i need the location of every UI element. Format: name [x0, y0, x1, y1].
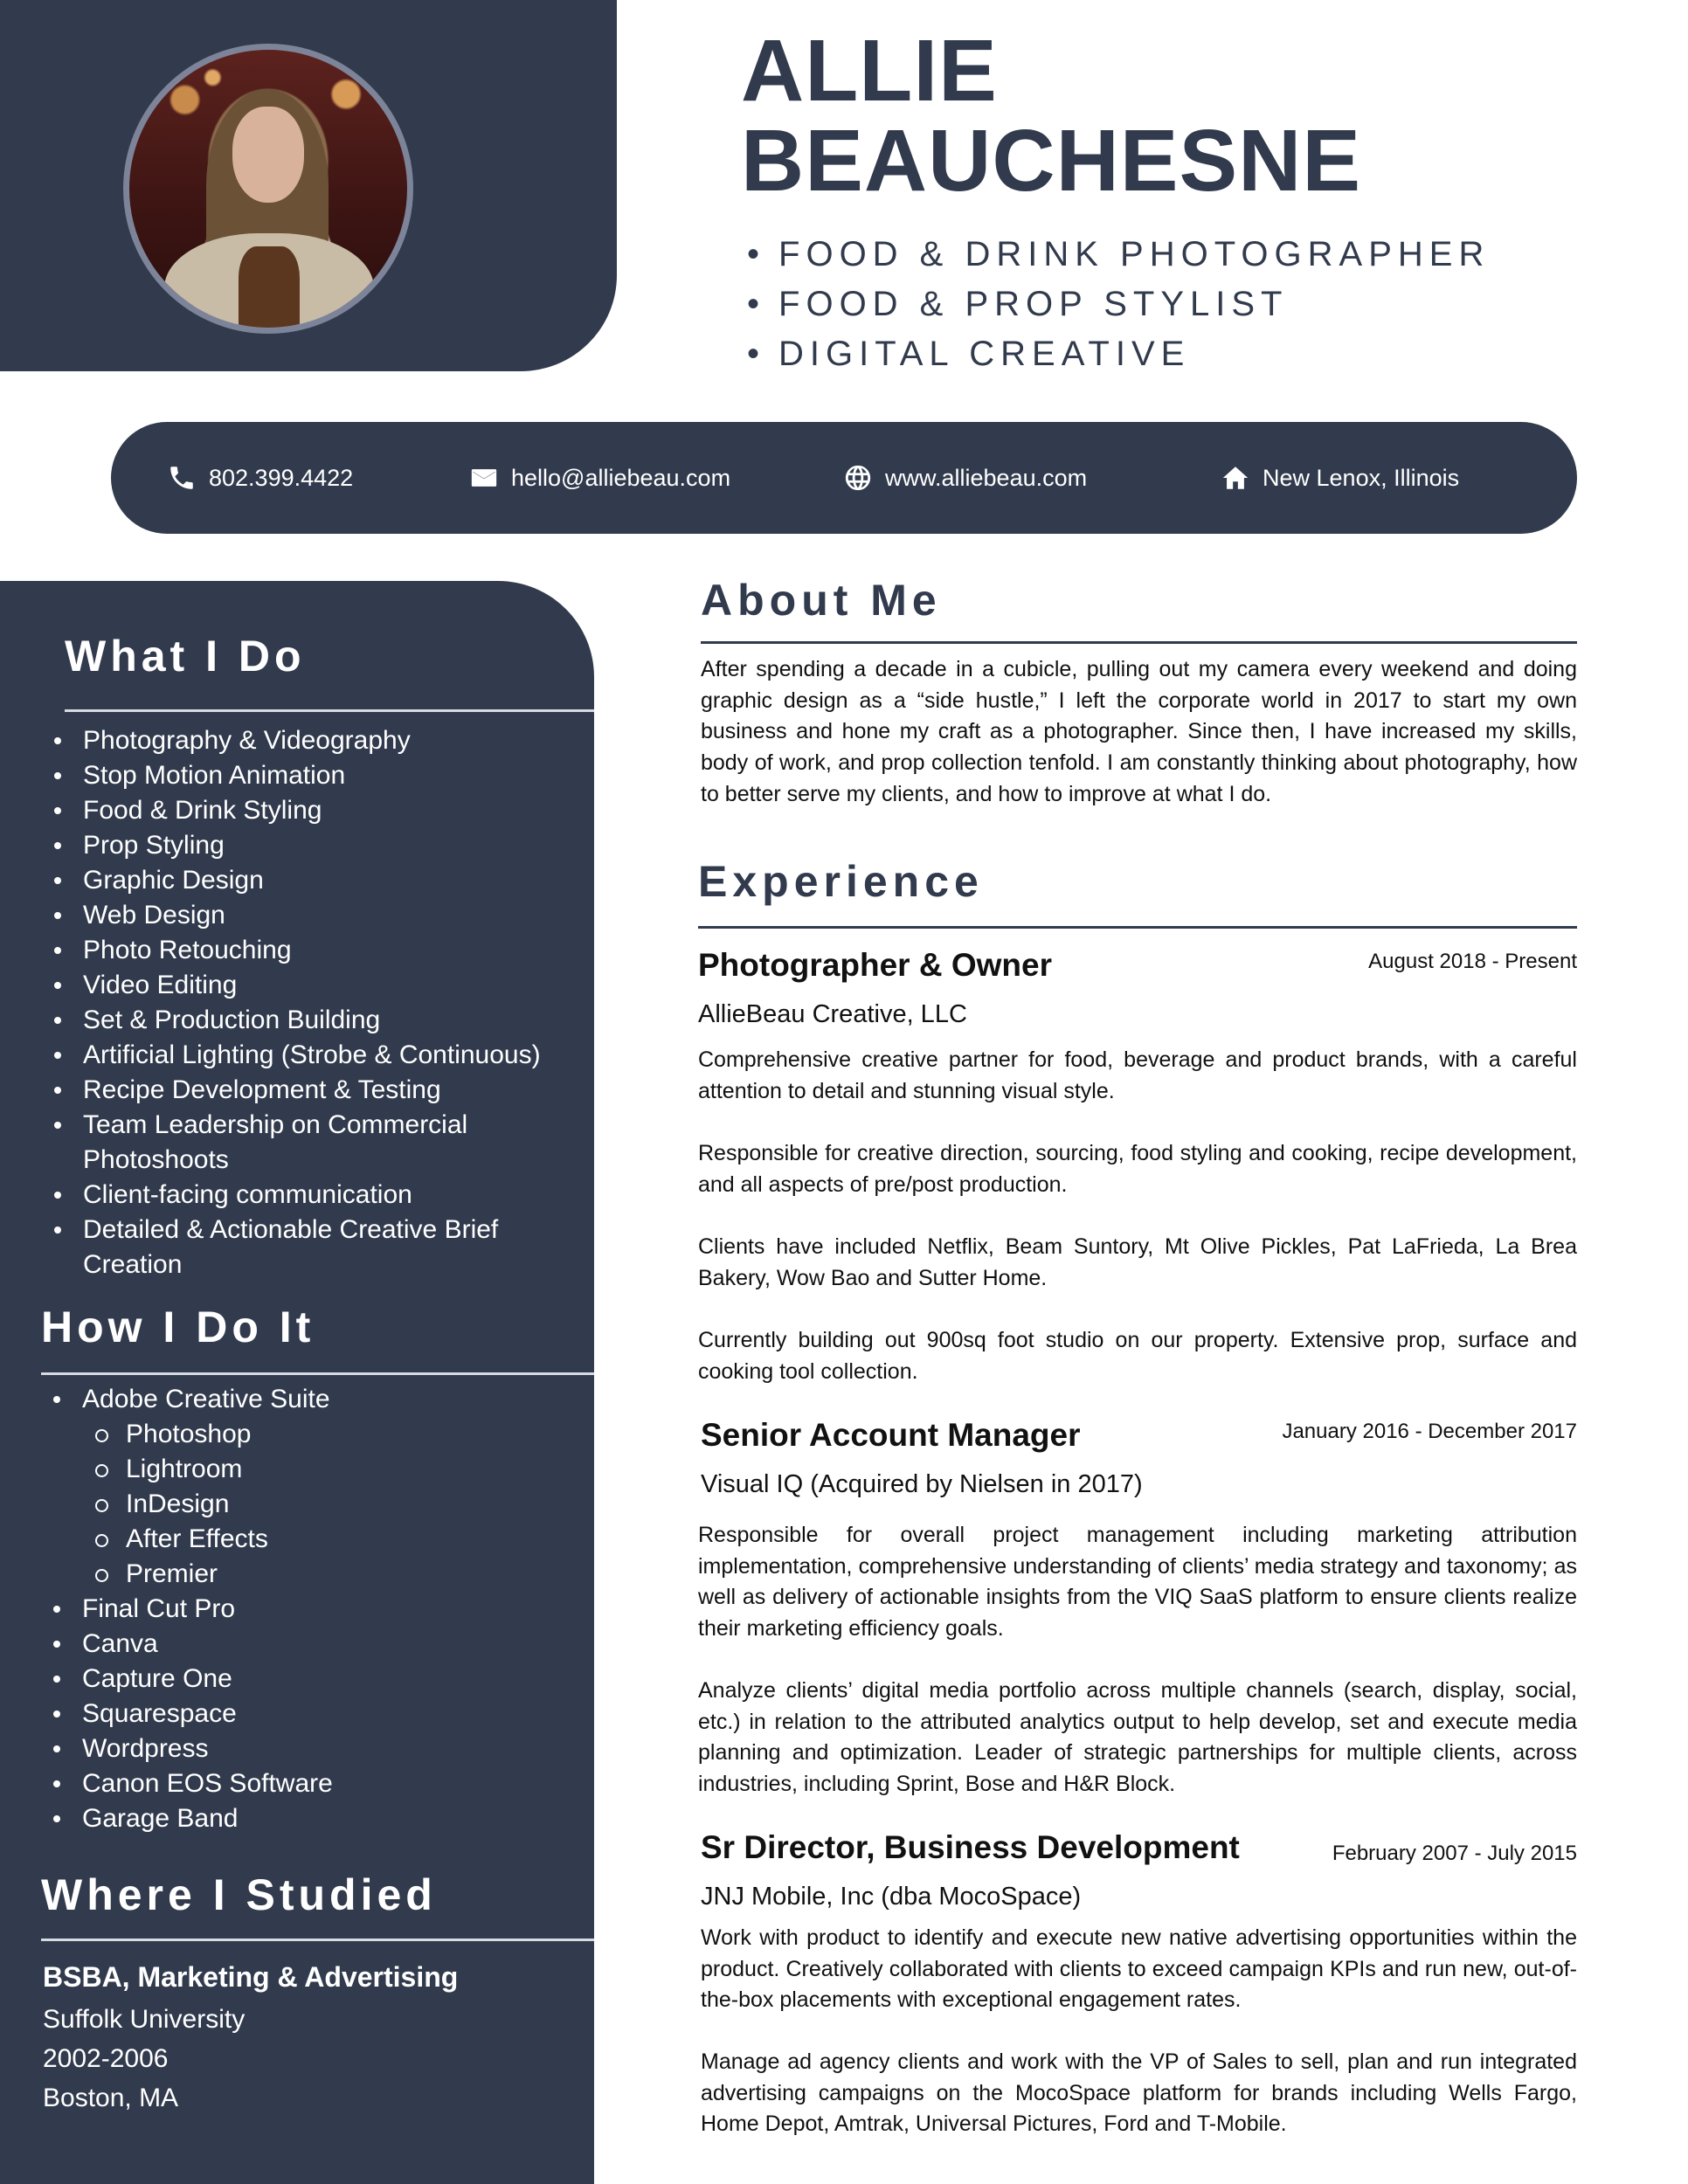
- email-icon: [469, 463, 499, 493]
- contact-website[interactable]: [843, 422, 1087, 534]
- section-divider: [701, 641, 1577, 644]
- location-text: New Lenox, Illinois: [1263, 464, 1460, 491]
- home-icon: [1221, 463, 1250, 493]
- job-description: Clients have included Netflix, Beam Suntory, Mt Olive Pickles, Pat LaFrieda, La Brea Bakery, Wow Bao and Sutter Home.: [698, 1234, 1577, 1290]
- sub-list-item: Premier: [52, 1557, 333, 1592]
- job-description: Responsible for overall project management including marketing attribution implementation, comprehensive understanding of clients’ media strategy and taxonomy; as well as delivery of actionable insights from the VIQ SaaS platform to ensure clients realize their marketing efficiency goals.: [698, 1523, 1577, 1641]
- job-company: Visual IQ (Acquired by Nielsen in 2017): [701, 1470, 1143, 1498]
- sub-list-item: After Effects: [52, 1522, 333, 1557]
- where-i-studied-heading: Where I Studied: [41, 1870, 437, 1919]
- phone-icon: [167, 463, 197, 493]
- job-title: Senior Account Manager: [701, 1417, 1081, 1453]
- list-item: Video Editing: [52, 968, 542, 1003]
- job-description: Manage ad agency clients and work with the VP of Sales to sell, plan and run integrated advertising campaigns on the MocoSpace platform for brands including Wells Fargo, Home Depot, Amtrak, Universal Pictures, Ford and T-Mobile.: [701, 2049, 1577, 2137]
- list-item: Photo Retouching: [52, 933, 542, 968]
- list-item: Set & Production Building: [52, 1003, 542, 1038]
- job-description: Responsible for creative direction, sourcing, food styling and cooking, recipe development, and all aspects of pre/post production.: [698, 1141, 1577, 1197]
- job-company: AllieBeau Creative, LLC: [698, 1000, 967, 1028]
- list-item: Client-facing communication: [52, 1178, 542, 1213]
- contact-location: [1221, 422, 1459, 534]
- professional-titles: [747, 230, 1490, 379]
- what-i-do-heading: What I Do: [65, 632, 306, 681]
- list-item: Artificial Lighting (Strobe & Continuous): [52, 1038, 542, 1073]
- sub-list-item: Lightroom: [52, 1452, 333, 1487]
- website-url: www.alliebeau.com: [885, 464, 1088, 491]
- job-title: Sr Director, Business Development: [701, 1829, 1240, 1865]
- list-item: Photography & Videography: [52, 723, 542, 758]
- job-description: Analyze clients’ digital media portfolio across multiple channels (search, display, social, etc.) in relation to the attributed analytics output to help develop, set and execute media planning and optimization. Leader of strategic partnerships for multiple clients, across industries, including Sprint, Bose and H&R Block.: [698, 1678, 1577, 1797]
- full-name: [741, 22, 1362, 210]
- job-dates: January 2016 - December 2017: [1282, 1420, 1577, 1443]
- about-text: After spending a decade in a cubicle, pulling out my camera every weekend and doing graphic design as a “side hustle,” I left the corporate world in 2017 to start my own business and hone my craft as a photographer. Since then, I have increased my skills, body of work, and prop collection tenfold. I am constantly thinking about photography, how to better serve my clients, and how to improve at what I do.: [701, 657, 1577, 806]
- photo-face: [232, 107, 304, 203]
- list-item: Squarespace: [52, 1697, 333, 1731]
- name-first: ALLIE: [741, 22, 998, 120]
- list-item: Garage Band: [52, 1801, 333, 1836]
- list-item: Wordpress: [52, 1731, 333, 1766]
- job-description: Currently building out 900sq foot studio on our property. Extensive prop, surface and cooking tool collection.: [698, 1328, 1577, 1384]
- list-item: Capture One: [52, 1662, 333, 1697]
- section-divider: [65, 709, 594, 712]
- list-item: Food & Drink Styling: [52, 793, 542, 828]
- contact-email[interactable]: [469, 422, 730, 534]
- how-i-do-it-list: [52, 1382, 333, 1836]
- section-divider: [698, 926, 1577, 929]
- list-item: Detailed & Actionable Creative Brief Creation: [52, 1213, 542, 1282]
- contact-phone[interactable]: [167, 422, 353, 534]
- list-item: Canva: [52, 1627, 333, 1662]
- title-item: • FOOD & DRINK PHOTOGRAPHER: [747, 230, 1490, 280]
- list-item: Web Design: [52, 898, 542, 933]
- job-title: Photographer & Owner: [698, 947, 1052, 983]
- list-item: Adobe Creative Suite: [52, 1382, 333, 1417]
- phone-number: 802.399.4422: [209, 464, 354, 491]
- school-years: 2002-2006: [43, 2044, 169, 2073]
- job-description: Work with product to identify and execute new native advertising opportunities within the product. Creatively collaborated with clients to exceed campaign KPIs and run new, out-of-the-box placements with exceptional engagement rates.: [701, 1925, 1577, 2013]
- list-item: Team Leadership on Commercial Photoshoots: [52, 1108, 542, 1178]
- title-item: • DIGITAL CREATIVE: [747, 329, 1490, 379]
- job-dates: August 2018 - Present: [1368, 950, 1577, 973]
- globe-icon: [843, 463, 873, 493]
- sub-list-item: InDesign: [52, 1487, 333, 1522]
- experience-heading: Experience: [698, 857, 984, 906]
- sub-list-item: Photoshop: [52, 1417, 333, 1452]
- list-item: Recipe Development & Testing: [52, 1073, 542, 1108]
- list-item: Final Cut Pro: [52, 1592, 333, 1627]
- about-heading: About Me: [701, 576, 942, 625]
- section-divider: [41, 1939, 594, 1941]
- job-dates: February 2007 - July 2015: [1332, 1842, 1577, 1865]
- list-item: Stop Motion Animation: [52, 758, 542, 793]
- what-i-do-list: [52, 723, 542, 1282]
- job-description: Comprehensive creative partner for food, beverage and product brands, with a careful attention to detail and stunning visual style.: [698, 1047, 1577, 1103]
- list-item: Prop Styling: [52, 828, 542, 863]
- section-divider: [41, 1372, 594, 1375]
- degree: BSBA, Marketing & Advertising: [43, 1961, 459, 1993]
- job-company: JNJ Mobile, Inc (dba MocoSpace): [701, 1883, 1082, 1911]
- contact-bar: [111, 422, 1577, 534]
- name-last: BEAUCHESNE: [741, 112, 1362, 210]
- email-address: hello@alliebeau.com: [511, 464, 731, 491]
- photo-shirt: [239, 246, 300, 334]
- school-name: Suffolk University: [43, 2005, 246, 2034]
- list-item: Canon EOS Software: [52, 1766, 333, 1801]
- school-location: Boston, MA: [43, 2084, 179, 2112]
- profile-photo: [123, 44, 413, 334]
- list-item: Graphic Design: [52, 863, 542, 898]
- title-item: • FOOD & PROP STYLIST: [747, 280, 1490, 329]
- how-i-do-it-heading: How I Do It: [41, 1303, 315, 1351]
